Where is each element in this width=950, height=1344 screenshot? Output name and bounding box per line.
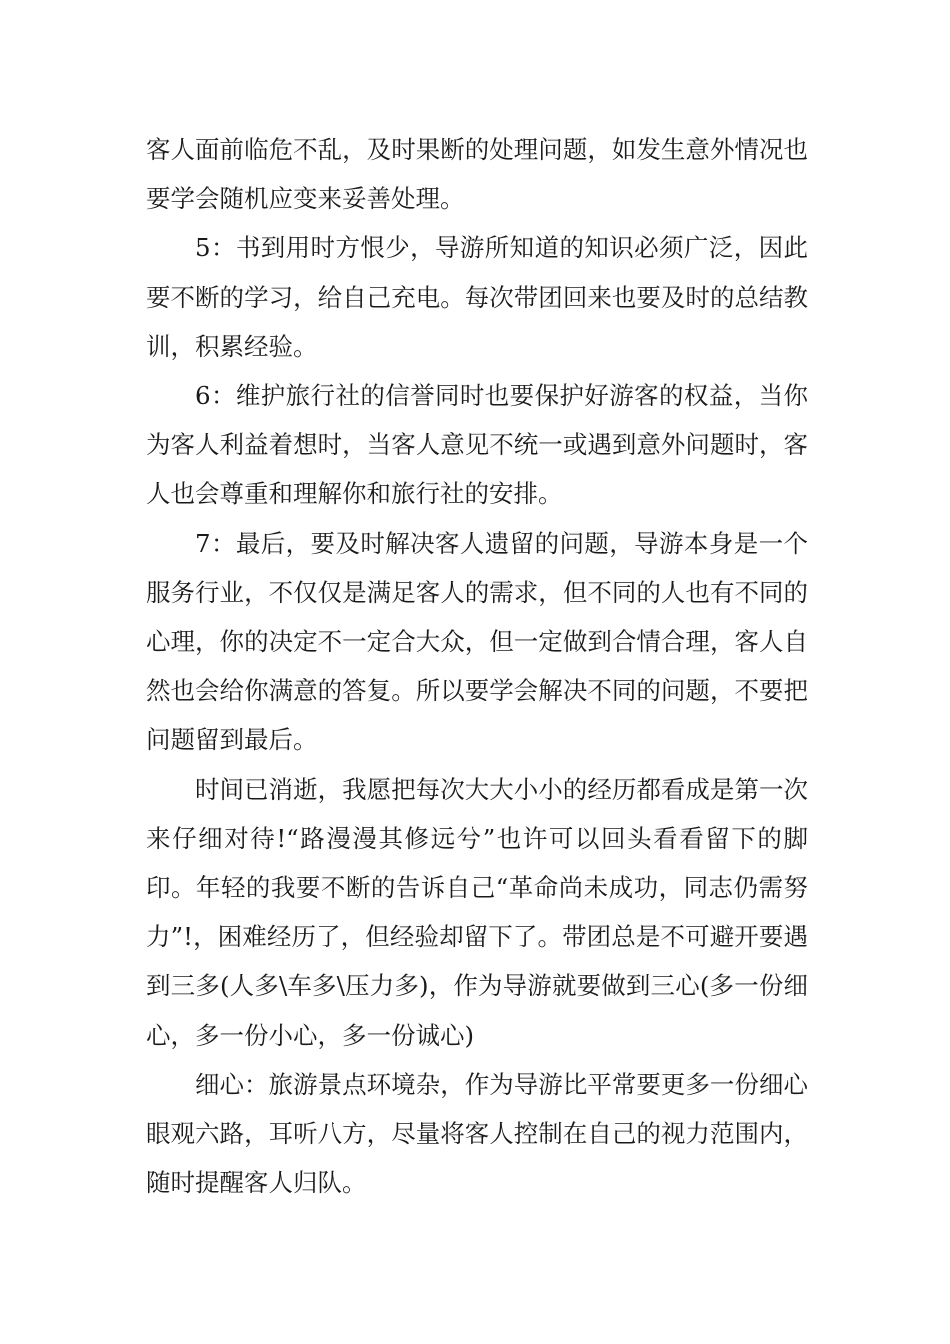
paragraph-point-5: 5：书到用时方恨少，导游所知道的知识必须广泛，因此要不断的学习，给自己充电。每次带团回来也要及时的总结教训，积累经验。 xyxy=(146,233,808,361)
document-body xyxy=(146,125,808,1207)
paragraph-continuation: 客人面前临危不乱，及时果断的处理问题，如发生意外情况也要学会随机应变来妥善处理。 xyxy=(146,135,808,214)
paragraph-carefulness: 细心：旅游景点环境杂，作为导游比平常要更多一份细心眼观六路，耳听八方，尽量将客人控制在自己的视力范围内，随时提醒客人归队。 xyxy=(146,1069,808,1198)
paragraph-reflection: 时间已消逝，我愿把每次大大小小的经历都看成是第一次来仔细对待!“路漫漫其修远兮”也许可以回头看看留下的脚印。年轻的我要不断的告诉自己“革命尚未成功，同志仍需努力”!，困难经历了，但经验却留下了。带团总是不可避开要遇到三多(人多\车多\压力多)，作为导游就要做到三心(多一份细心，多一份小心，多一份诚心) xyxy=(146,774,808,1050)
paragraph-point-6: 6：维护旅行社的信誉同时也要保护好游客的权益，当你为客人利益着想时，当客人意见不统一或遇到意外问题时，客人也会尊重和理解你和旅行社的安排。 xyxy=(146,381,808,509)
paragraph-point-7: 7：最后，要及时解决客人遗留的问题，导游本身是一个服务行业，不仅仅是满足客人的需求，但不同的人也有不同的心理，你的决定不一定合大众，但一定做到合情合理，客人自然也会给你满意的答复。所以要学会解决不同的问题，不要把问题留到最后。 xyxy=(146,528,808,755)
